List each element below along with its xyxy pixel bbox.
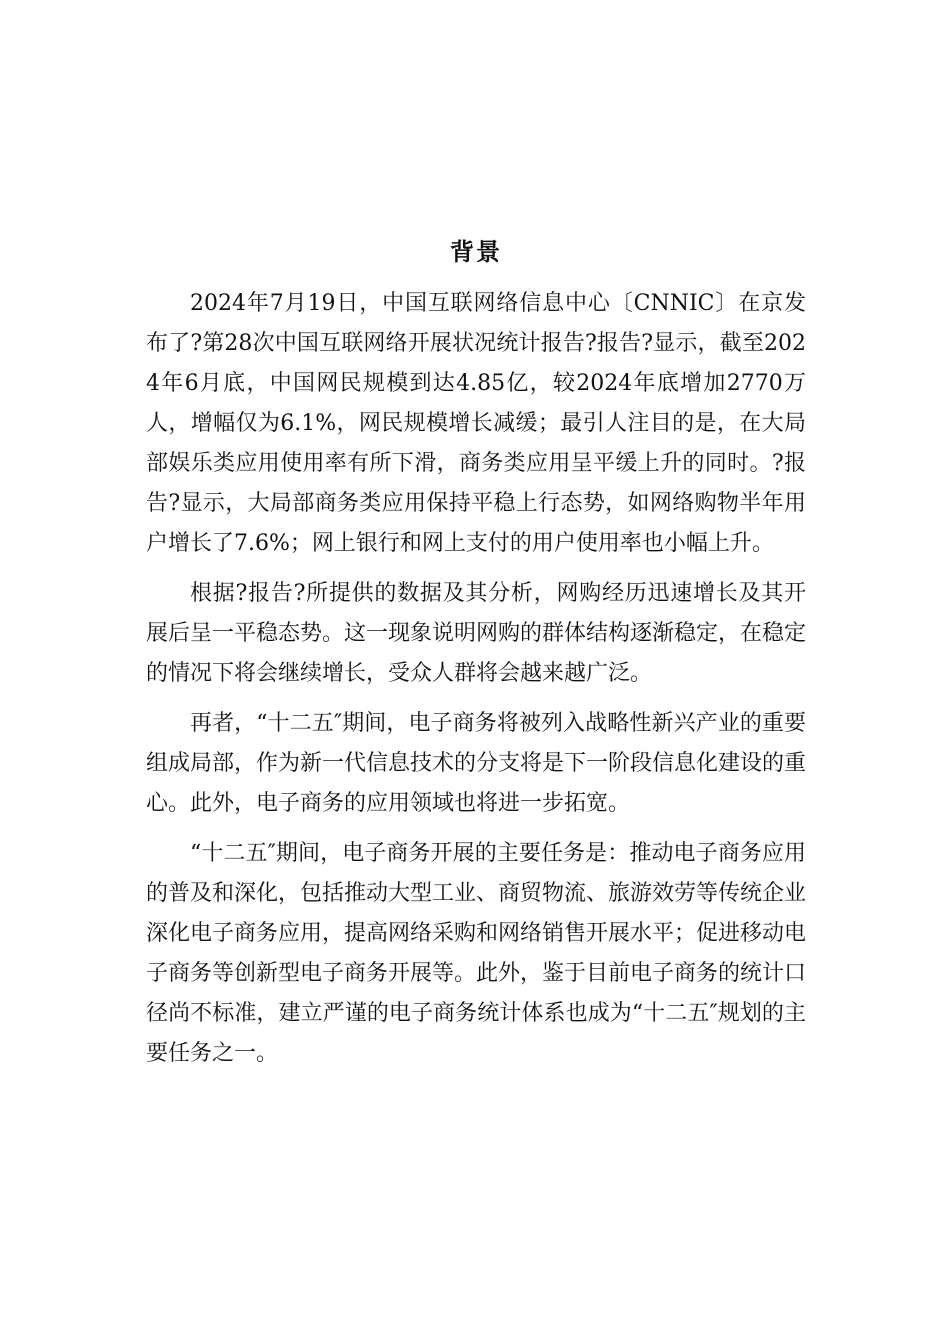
paragraph-main-tasks: “十二五″期间，电子商务开展的主要任务是：推动电子商务应用的普及和深化，包括推动大型工业、商贸物流、旅游效劳等传统企业深化电子商务应用，提高网络采购和网络销售开展水平；促进移动电子商务等创新型电子商务开展等。此外，鉴于目前电子商务的统计口径尚不标准，建立严谨的电子商务统计体系也成为“十二五″规划的主要任务之一。 (146, 841, 807, 1066)
document-content (146, 232, 806, 1084)
paragraph-twelfth-five-year-plan: 再者，“十二五″期间，电子商务将被列入战略性新兴产业的重要组成局部，作为新一代信息技术的分支将是下一阶段信息化建设的重心。此外，电子商务的应用领域也将进一步拓宽。 (146, 711, 807, 816)
paragraph-cnnic-report: 2024年7月19日，中国互联网络信息中心〔CNNIC〕在京发布了?第28次中国互联网络开展状况统计报告?报告?显示，截至2024年6月底，中国网民规模到达4.85亿，较2024年底增加2770万人，增幅仅为6.1%，网民规模增长减缓；最引人注目的是，在大局部娱乐类应用使用率有所下滑，商务类应用呈平缓上升的同时。?报告?显示，大局部商务类应用保持平稳上行态势，如网络购物半年用户增长了7.6%；网上银行和网上支付的用户使用率也小幅上升。 (146, 291, 806, 556)
paragraph-online-shopping-analysis: 根据?报告?所提供的数据及其分析，网购经历迅速增长及其开展后呈一平稳态势。这一现象说明网购的群体结构逐渐稳定，在稳定的情况下将会继续增长，受众人群将会越来越广泛。 (146, 581, 807, 686)
document-title: 背景 (450, 238, 502, 266)
